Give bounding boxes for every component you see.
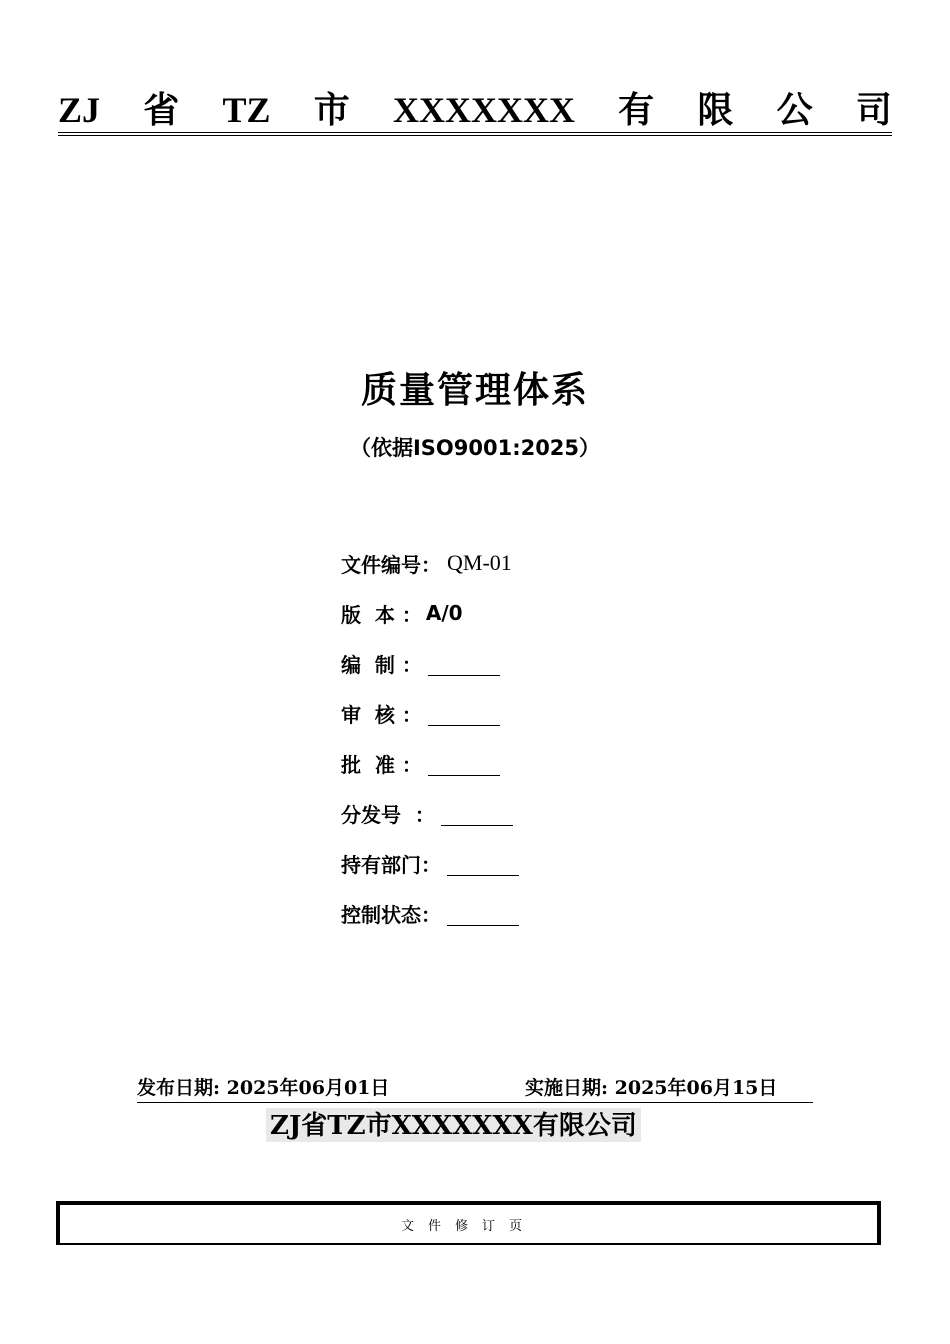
company-header-part: 限	[697, 90, 734, 130]
dates-line	[137, 1074, 813, 1103]
document-title: 质量管理体系	[360, 369, 589, 411]
company-header-part: 公	[776, 90, 813, 130]
company-header-part: 有	[618, 90, 655, 130]
reviewed-label: 审 核 ：	[341, 702, 422, 727]
doc-number-value: QM-01	[447, 550, 512, 575]
company-name-footer: ZJ省TZ市XXXXXXX有限公司	[266, 1108, 641, 1142]
company-header-part: 省	[143, 90, 180, 130]
compiled-blank	[428, 651, 500, 676]
control-status-label: 控制状态：	[341, 902, 441, 927]
doc-number-label: 文件编号：	[341, 552, 441, 577]
version-label: 版 本 ：	[341, 602, 422, 627]
approved-row	[341, 738, 519, 788]
approved-label: 批 准 ：	[341, 752, 422, 777]
revision-page-header	[56, 1201, 881, 1245]
compiled-label: 编 制 ：	[341, 652, 422, 677]
control-status-row	[341, 888, 519, 938]
company-header-part: ZJ	[58, 90, 101, 130]
control-status-blank	[447, 901, 519, 926]
version-value: A/0	[425, 601, 463, 625]
company-header-part: TZ	[222, 90, 271, 130]
issue-date: 发布日期: 2025年06月01日	[137, 1077, 390, 1099]
holder-dept-label: 持有部门：	[341, 852, 441, 877]
revision-page-title: 文件修订页	[400, 1218, 536, 1234]
approved-blank	[428, 751, 500, 776]
document-subtitle: （依据ISO9001:2025）	[349, 436, 601, 460]
dist-number-blank	[441, 801, 513, 826]
compiled-row	[341, 638, 519, 688]
doc-number-row	[341, 538, 519, 588]
company-header	[58, 88, 892, 136]
reviewed-row	[341, 688, 519, 738]
holder-dept-blank	[447, 851, 519, 876]
document-info-fields	[341, 538, 519, 938]
company-header-part: XXXXXXX	[392, 90, 575, 130]
dist-number-row	[341, 788, 519, 838]
dist-number-label: 分发号 ：	[341, 802, 435, 827]
reviewed-blank	[428, 701, 500, 726]
implementation-date: 实施日期: 2025年06月15日	[525, 1077, 778, 1099]
company-header-part: 市	[313, 90, 350, 130]
version-row	[341, 588, 519, 638]
holder-dept-row	[341, 838, 519, 888]
company-header-part: 司	[855, 90, 892, 130]
